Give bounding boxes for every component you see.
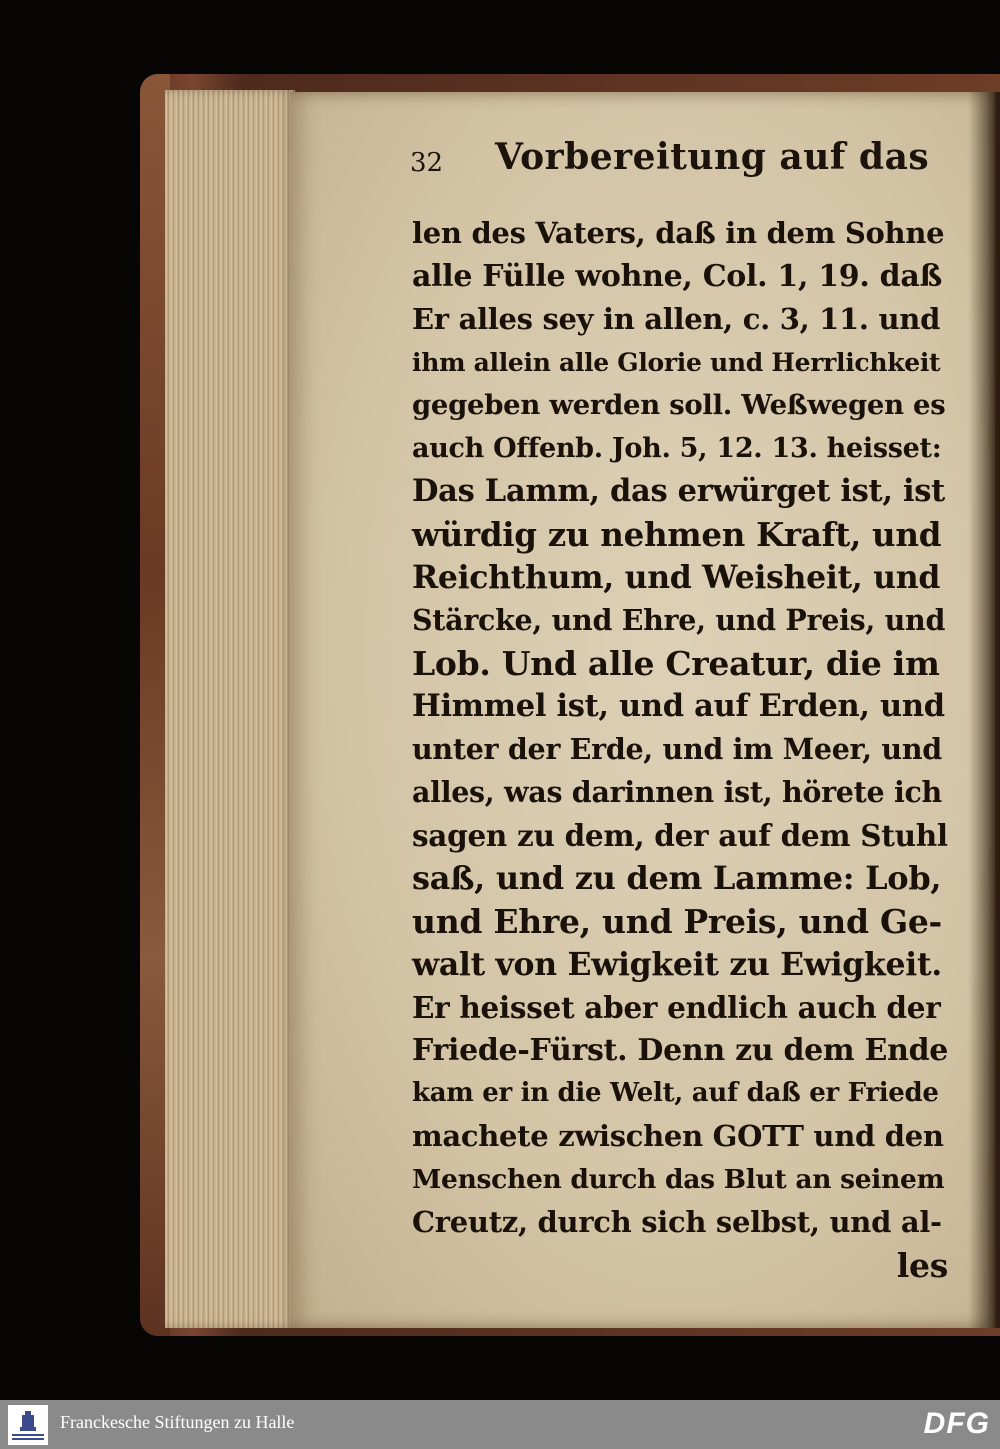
page-gutter-shadow — [968, 92, 1000, 1328]
text-line: ihm allein alle Glorie und Herrlichkeit — [412, 348, 941, 377]
text-line: sagen zu dem, der auf dem Stuhl — [412, 818, 948, 853]
text-line: würdig zu nehmen Kraft, und — [412, 515, 942, 554]
text-line: Stärcke, und Ehre, und Preis, und — [412, 603, 946, 637]
institution-name: Franckesche Stiftungen zu Halle — [60, 1412, 295, 1432]
text-line: auch Offenb. Joh. 5, 12. 13. heisset: — [412, 433, 942, 464]
text-line: Himmel ist, und auf Erden, und — [412, 688, 945, 724]
text-line: alles, was darinnen ist, hörete ich — [412, 775, 942, 809]
text-line: Er heisset aber endlich auch der — [412, 990, 941, 1025]
page-number: 32 — [410, 148, 444, 178]
text-line: alle Fülle wohne, Col. 1, 19. daß — [412, 259, 942, 294]
franckesche-stiftungen-logo-icon — [8, 1405, 48, 1445]
text-line: unter der Erde, und im Meer, und — [412, 732, 942, 766]
text-line: Friede-Fürst. Denn zu dem Ende — [412, 1033, 949, 1068]
text-line: walt von Ewigkeit zu Ewigkeit. — [412, 946, 942, 983]
text-line: gegeben werden soll. Weßwegen es — [412, 389, 946, 421]
text-line: Menschen durch das Blut an seinem — [412, 1164, 945, 1195]
text-line: kam er in die Welt, auf daß er Friede — [412, 1078, 939, 1108]
text-line: Das Lamm, das erwürget ist, ist — [412, 473, 945, 509]
text-line: und Ehre, und Preis, und Ge- — [412, 902, 942, 941]
dfg-logo: DFG — [923, 1407, 990, 1440]
text-line: len des Vaters, daß in dem Sohne — [412, 216, 945, 250]
page-edges — [165, 90, 295, 1328]
text-line: Lob. Und alle Creatur, die im — [412, 644, 940, 683]
text-line: Er alles sey in allen, c. 3, 11. und — [412, 302, 941, 336]
running-head: Vorbereitung auf das — [495, 136, 930, 178]
text-line: saß, und zu dem Lamme: Lob, — [412, 859, 942, 897]
viewer-footer — [0, 1400, 1000, 1449]
text-line: machete zwischen GOTT und den — [412, 1119, 944, 1153]
catchword: les — [896, 1246, 948, 1285]
text-line: Reichthum, und Weisheit, und — [412, 559, 941, 596]
body-text — [412, 212, 948, 1287]
text-line: Creutz, durch sich selbst, und al- — [412, 1205, 942, 1239]
